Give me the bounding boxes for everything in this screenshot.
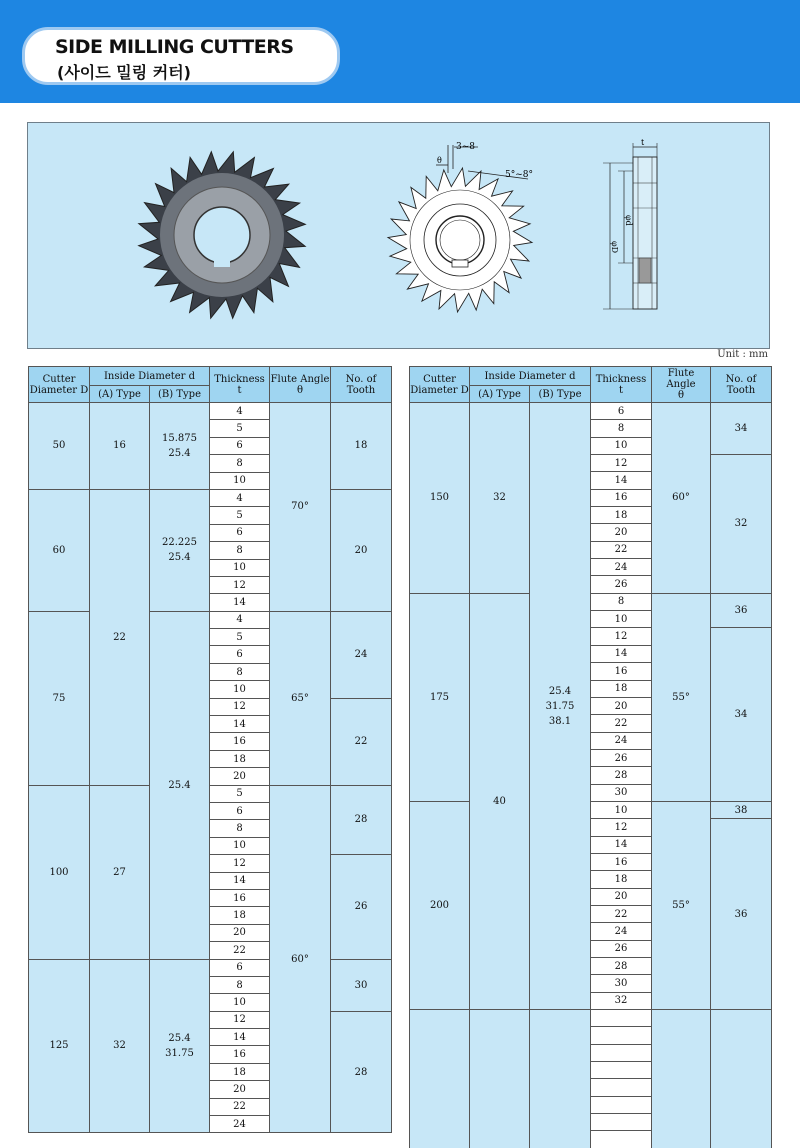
thickness-cell: 28 xyxy=(591,958,652,975)
table-row xyxy=(29,959,392,976)
b-type-cell: 15.875 25.4 xyxy=(150,403,210,490)
thickness-cell: 6 xyxy=(210,802,270,819)
b-type-cell xyxy=(530,1010,591,1148)
thickness-cell: 8 xyxy=(210,455,270,472)
tooth-count-cell: 30 xyxy=(331,959,392,1011)
thickness-cell: 26 xyxy=(591,576,652,593)
thickness-cell xyxy=(591,1131,652,1148)
thickness-cell: 12 xyxy=(210,576,270,593)
col-flute-angle: Flute Angle θ xyxy=(270,367,331,403)
dim-top-label: 3~8 xyxy=(456,142,475,152)
thickness-cell: 18 xyxy=(210,907,270,924)
thickness-cell: 16 xyxy=(591,663,652,680)
thickness-cell: 8 xyxy=(210,542,270,559)
thickness-cell: 4 xyxy=(210,489,270,506)
col-b-type: (B) Type xyxy=(530,386,591,403)
thickness-cell: 12 xyxy=(591,819,652,836)
a-type-cell: 16 xyxy=(90,403,150,490)
table-row xyxy=(410,801,772,818)
thickness-cell: 4 xyxy=(210,611,270,628)
tooth-count-cell: 34 xyxy=(711,403,772,455)
col-thickness: Thickness t xyxy=(210,367,270,403)
cutter-illustrations xyxy=(28,123,771,350)
thickness-cell: 30 xyxy=(591,975,652,992)
thickness-cell: 6 xyxy=(210,437,270,454)
thickness-cell: 12 xyxy=(210,1011,270,1028)
unit-label: Unit : mm xyxy=(717,349,768,360)
thickness-cell xyxy=(591,1062,652,1079)
thickness-cell: 6 xyxy=(210,646,270,663)
table-row xyxy=(410,593,772,610)
a-type-cell: 27 xyxy=(90,785,150,959)
thickness-cell xyxy=(591,1079,652,1096)
thickness-cell: 24 xyxy=(591,732,652,749)
flute-angle-cell: 55° xyxy=(652,801,711,1009)
thickness-cell: 20 xyxy=(210,924,270,941)
thickness-cell: 10 xyxy=(591,801,652,818)
cutter-photo-icon xyxy=(139,152,306,319)
a-type-cell: 22 xyxy=(90,489,150,785)
thickness-cell xyxy=(591,1114,652,1131)
thickness-cell: 10 xyxy=(210,559,270,576)
cutter-diameter-cell: 100 xyxy=(29,785,90,959)
thickness-cell: 22 xyxy=(210,1098,270,1115)
b-type-cell: 25.4 xyxy=(150,611,210,959)
cutter-diameter-cell xyxy=(410,1010,470,1148)
tooth-count-cell: 26 xyxy=(331,855,392,959)
thickness-cell: 10 xyxy=(591,437,652,454)
thickness-cell: 16 xyxy=(210,1046,270,1063)
tooth-count-cell: 38 xyxy=(711,801,772,818)
tooth-count-cell: 20 xyxy=(331,489,392,611)
thickness-cell: 5 xyxy=(210,507,270,524)
col-flute-angle: Flute Angle θ xyxy=(652,367,711,403)
right-spec-table xyxy=(409,366,772,1148)
thickness-cell: 30 xyxy=(591,784,652,801)
thickness-cell: 12 xyxy=(591,628,652,645)
thickness-cell: 24 xyxy=(591,923,652,940)
cutter-diameter-cell: 125 xyxy=(29,959,90,1133)
b-type-cell: 25.4 31.75 38.1 xyxy=(530,403,591,1010)
cutter-front-drawing-icon xyxy=(388,168,532,312)
tooth-count-cell: 32 xyxy=(711,455,772,594)
thickness-cell: 5 xyxy=(210,420,270,437)
thickness-cell: 22 xyxy=(591,715,652,732)
col-inside-diameter: Inside Diameter d xyxy=(470,367,591,386)
thickness-cell: 16 xyxy=(210,889,270,906)
dim-theta-label: θ xyxy=(437,156,442,165)
thickness-cell: 20 xyxy=(591,888,652,905)
thickness-cell: 6 xyxy=(210,524,270,541)
b-type-cell: 22.225 25.4 xyxy=(150,489,210,611)
thickness-cell: 12 xyxy=(210,855,270,872)
thickness-cell: 18 xyxy=(591,507,652,524)
col-thickness: Thickness t xyxy=(591,367,652,403)
thickness-cell: 14 xyxy=(591,645,652,662)
cutter-diameter-cell: 175 xyxy=(410,593,470,801)
col-a-type: (A) Type xyxy=(90,386,150,403)
flute-angle-cell: 55° xyxy=(652,593,711,801)
thickness-cell: 24 xyxy=(210,1116,270,1133)
tooth-count-cell xyxy=(711,1010,772,1148)
dim-d-label: φd xyxy=(624,215,633,226)
thickness-cell: 24 xyxy=(591,559,652,576)
thickness-cell: 5 xyxy=(210,629,270,646)
thickness-cell: 22 xyxy=(210,942,270,959)
thickness-cell: 28 xyxy=(591,767,652,784)
thickness-cell: 32 xyxy=(591,992,652,1009)
dim-t-label: t xyxy=(641,138,645,147)
thickness-cell: 20 xyxy=(210,768,270,785)
flute-angle-cell: 70° xyxy=(270,403,331,612)
tooth-count-cell: 34 xyxy=(711,628,772,801)
tooth-count-cell: 28 xyxy=(331,1011,392,1133)
b-type-cell: 25.4 31.75 xyxy=(150,959,210,1133)
thickness-cell: 12 xyxy=(210,698,270,715)
thickness-cell: 18 xyxy=(210,1063,270,1080)
table-row xyxy=(29,785,392,802)
thickness-cell: 10 xyxy=(210,994,270,1011)
thickness-cell: 20 xyxy=(591,697,652,714)
thickness-cell: 22 xyxy=(591,541,652,558)
col-b-type: (B) Type xyxy=(150,386,210,403)
thickness-cell: 18 xyxy=(591,871,652,888)
thickness-cell: 8 xyxy=(210,820,270,837)
thickness-cell: 8 xyxy=(591,420,652,437)
thickness-cell: 14 xyxy=(210,716,270,733)
thickness-cell: 10 xyxy=(210,837,270,854)
cutter-diameter-cell: 150 xyxy=(410,403,470,594)
thickness-cell: 16 xyxy=(591,489,652,506)
thickness-cell: 8 xyxy=(591,593,652,610)
title-badge xyxy=(22,27,340,85)
thickness-cell: 10 xyxy=(210,472,270,489)
thickness-cell: 18 xyxy=(591,680,652,697)
col-a-type: (A) Type xyxy=(470,386,530,403)
page-title: SIDE MILLING CUTTERS xyxy=(55,36,294,58)
thickness-cell xyxy=(591,1027,652,1044)
thickness-cell: 14 xyxy=(591,836,652,853)
thickness-cell: 22 xyxy=(591,905,652,922)
a-type-cell: 32 xyxy=(470,403,530,594)
thickness-cell: 12 xyxy=(591,455,652,472)
left-spec-table xyxy=(28,366,392,1133)
page-subtitle: (사이드 밀링 커터) xyxy=(57,63,191,82)
thickness-cell: 8 xyxy=(210,976,270,993)
col-tooth-count: No. of Tooth xyxy=(711,367,772,403)
cutter-side-view-icon xyxy=(603,143,657,309)
cutter-diameter-cell: 60 xyxy=(29,489,90,611)
flute-angle-cell: 60° xyxy=(652,403,711,594)
col-inside-diameter: Inside Diameter d xyxy=(90,367,210,386)
cutter-diameter-cell: 50 xyxy=(29,403,90,490)
thickness-cell: 14 xyxy=(591,472,652,489)
col-cutter-diameter: Cutter Diameter D xyxy=(410,367,470,403)
thickness-cell: 4 xyxy=(210,403,270,420)
cutter-diameter-cell: 75 xyxy=(29,611,90,785)
tooth-count-cell: 28 xyxy=(331,785,392,855)
table-row xyxy=(29,611,392,628)
thickness-cell: 10 xyxy=(210,681,270,698)
thickness-cell: 20 xyxy=(210,1081,270,1098)
thickness-cell xyxy=(591,1010,652,1027)
a-type-cell: 40 xyxy=(470,593,530,1009)
diagram-panel xyxy=(27,122,770,349)
thickness-cell: 16 xyxy=(210,733,270,750)
a-type-cell: 32 xyxy=(90,959,150,1133)
thickness-cell: 14 xyxy=(210,594,270,611)
a-type-cell xyxy=(470,1010,530,1148)
thickness-cell xyxy=(591,1044,652,1061)
tooth-count-cell: 36 xyxy=(711,819,772,1010)
thickness-cell: 8 xyxy=(210,663,270,680)
thickness-cell: 26 xyxy=(591,940,652,957)
tooth-count-cell: 18 xyxy=(331,403,392,490)
thickness-cell: 10 xyxy=(591,611,652,628)
thickness-cell: 26 xyxy=(591,749,652,766)
tooth-count-cell: 22 xyxy=(331,698,392,785)
flute-angle-cell: 65° xyxy=(270,611,331,785)
thickness-cell: 18 xyxy=(210,750,270,767)
thickness-cell: 6 xyxy=(210,959,270,976)
tooth-count-cell: 36 xyxy=(711,593,772,628)
thickness-cell: 6 xyxy=(591,403,652,420)
thickness-cell: 14 xyxy=(210,1029,270,1046)
thickness-cell: 14 xyxy=(210,872,270,889)
flute-angle-cell: 60° xyxy=(270,785,331,1133)
table-row xyxy=(410,1010,772,1027)
table-row xyxy=(29,403,392,420)
flute-angle-cell xyxy=(652,1010,711,1148)
thickness-cell: 16 xyxy=(591,853,652,870)
cutter-diameter-cell: 200 xyxy=(410,801,470,1009)
table-row xyxy=(410,403,772,420)
col-tooth-count: No. of Tooth xyxy=(331,367,392,403)
dim-angle-label: 5°~8° xyxy=(505,170,533,180)
table-row xyxy=(29,489,392,506)
dim-D-label: φD xyxy=(610,241,619,254)
thickness-cell: 20 xyxy=(591,524,652,541)
thickness-cell xyxy=(591,1096,652,1113)
thickness-cell: 5 xyxy=(210,785,270,802)
tooth-count-cell: 24 xyxy=(331,611,392,698)
col-cutter-diameter: Cutter Diameter D xyxy=(29,367,90,403)
